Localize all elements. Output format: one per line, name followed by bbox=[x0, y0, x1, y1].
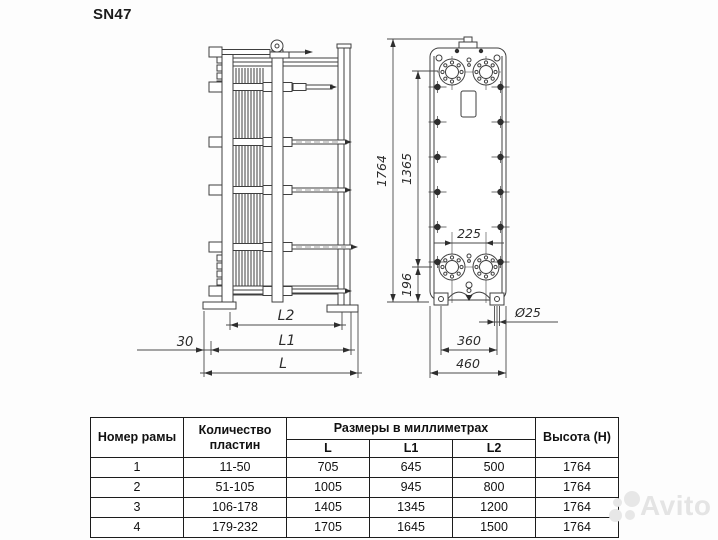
avito-logo-dot bbox=[624, 491, 640, 507]
cell-h: 1764 bbox=[536, 518, 619, 538]
cell-plates: 106-178 bbox=[184, 498, 287, 518]
left-foot bbox=[203, 302, 236, 309]
dim-label-l: L bbox=[279, 356, 287, 372]
dim-label-1764: 1764 bbox=[374, 155, 389, 187]
plate-pack bbox=[233, 68, 272, 295]
col-header-height: Высота (H) bbox=[536, 418, 619, 458]
side-view-drawing bbox=[203, 40, 358, 312]
dim-label-225: 225 bbox=[457, 226, 481, 241]
cell-frame: 3 bbox=[91, 498, 184, 518]
cell-l1: 945 bbox=[370, 478, 453, 498]
dim-label-l2: L2 bbox=[277, 308, 295, 324]
cell-l2: 500 bbox=[453, 458, 536, 478]
col-header-l: L bbox=[287, 440, 370, 458]
cell-l1: 1645 bbox=[370, 518, 453, 538]
cell-h: 1764 bbox=[536, 498, 619, 518]
right-foot bbox=[327, 305, 358, 312]
table-row bbox=[91, 458, 619, 478]
dim-label-196: 196 bbox=[399, 273, 414, 297]
cell-l: 1405 bbox=[287, 498, 370, 518]
avito-watermark-text: Avito bbox=[640, 490, 712, 521]
table-row bbox=[91, 518, 619, 538]
cell-frame: 1 bbox=[91, 458, 184, 478]
cell-l: 1005 bbox=[287, 478, 370, 498]
dimensions-table bbox=[90, 417, 619, 538]
cell-plates: 179-232 bbox=[184, 518, 287, 538]
cell-frame: 2 bbox=[91, 478, 184, 498]
cell-l1: 645 bbox=[370, 458, 453, 478]
cell-frame: 4 bbox=[91, 518, 184, 538]
avito-logo-dot bbox=[625, 510, 635, 520]
table-row bbox=[91, 498, 619, 518]
col-header-l2: L2 bbox=[453, 440, 536, 458]
dim-label-360: 360 bbox=[457, 333, 481, 348]
cell-l2: 800 bbox=[453, 478, 536, 498]
dim-label-460: 460 bbox=[456, 356, 480, 371]
dim-label-1365: 1365 bbox=[399, 153, 414, 185]
front-view-drawing bbox=[429, 37, 510, 305]
cell-l: 1705 bbox=[287, 518, 370, 538]
side-view-dimensions bbox=[137, 308, 362, 378]
cell-l2: 1200 bbox=[453, 498, 536, 518]
dim-label-d25: Ø25 bbox=[515, 305, 541, 320]
dim-label-l1: L1 bbox=[278, 333, 296, 349]
col-header-l1: L1 bbox=[370, 440, 453, 458]
nameplate bbox=[461, 91, 476, 117]
model-title: SN47 bbox=[93, 6, 132, 23]
cell-l: 705 bbox=[287, 458, 370, 478]
movable-plate bbox=[272, 50, 283, 302]
dim-label-30: 30 bbox=[176, 335, 194, 350]
cell-l1: 1345 bbox=[370, 498, 453, 518]
table-row bbox=[91, 478, 619, 498]
roller bbox=[270, 40, 289, 58]
col-header-plate-count: Количество пластин bbox=[184, 418, 287, 458]
cell-h: 1764 bbox=[536, 478, 619, 498]
cell-l2: 1500 bbox=[453, 518, 536, 538]
cell-plates: 51-105 bbox=[184, 478, 287, 498]
cell-h: 1764 bbox=[536, 458, 619, 478]
support-column bbox=[337, 44, 351, 305]
cell-plates: 11-50 bbox=[184, 458, 287, 478]
col-header-dimensions: Размеры в миллиметрах bbox=[287, 418, 536, 440]
col-header-frame-number: Номер рамы bbox=[91, 418, 184, 458]
